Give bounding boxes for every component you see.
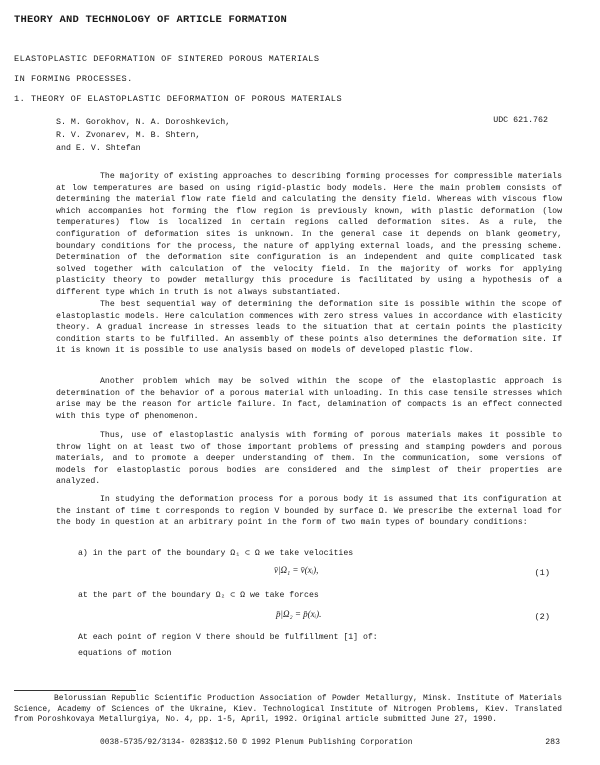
equation-1-number: (1) bbox=[534, 568, 550, 578]
equations-of-motion-label: equations of motion bbox=[78, 649, 172, 658]
equation-2: p̄|Ω₂ = p̄(xᵢ). bbox=[276, 609, 322, 619]
author-list bbox=[56, 116, 230, 155]
footnote: Belorussian Republic Scientific Production Association of Powder Metallurgy, Minsk. Institute of Materials Science, Academy of Sciences of the Ukraine, Kiev. Technological Institute of Nitrogen Problems, Kiev. Translated from Poroshkovaya Metallurgiya, No. 4, pp. 1-5, April, 1992. Original article submitted June 27, 1990. bbox=[14, 694, 562, 725]
author-line: and E. V. Shtefan bbox=[56, 144, 141, 153]
page-number: 283 bbox=[545, 738, 560, 747]
section-heading: THEORY AND TECHNOLOGY OF ARTICLE FORMATION bbox=[14, 14, 288, 26]
author-line: S. M. Gorokhov, N. A. Doroshkevich, bbox=[56, 118, 231, 127]
paragraph-2: The best sequential way of determining the deformation site is possible within the scope of elastoplastic models. Here calculation commences with zero stress values in accordance with elasticity theory. A gradual increase in stresses leads to the situation that at certain points the plasticity condition starts to be fulfilled. An assembly of these points also determines the deformation site. If it is known it is possible to use analysis based on models of developed plastic flow. bbox=[56, 300, 562, 356]
author-line: R. V. Zvonarev, M. B. Shtern, bbox=[56, 131, 201, 140]
equation-2-number: (2) bbox=[534, 612, 550, 622]
article-title-line-3: 1. THEORY OF ELASTOPLASTIC DEFORMATION OF POROUS MATERIALS bbox=[14, 94, 343, 104]
udc-code: UDC 621.762 bbox=[493, 116, 548, 125]
equation-1: v̄|Ω₁ = v̄(xᵢ), bbox=[274, 565, 319, 575]
paragraph-4: Thus, use of elastoplastic analysis with forming of porous materials makes it possible to throw light on at least two of those important problems of pressing and stamping powders and porous materials, and to promote a deeper understanding of them. In the communication, some versions of models for elastoplastic porous bodies are considered and the simplest of their properties are analyzed. bbox=[56, 431, 562, 487]
paragraph-5: In studying the deformation process for a porous body it is assumed that its configuration at the instant of time t corresponds to region V bounded by surface Ω. We prescribe the external load for the body in question at an arbitrary point in the form of two main types of boundary conditions: bbox=[56, 495, 562, 528]
paragraph-3: Another problem which may be solved within the scope of the elastoplastic approach is determination of the behavior of a porous material with unloading. In this case tensile stresses which arise may be the reason for article failure. In fact, delamination of compacts is an effect connected with this type of phenomenon. bbox=[56, 377, 562, 421]
boundary-condition-forces: at the part of the boundary Ω₂ ⊂ Ω we take forces bbox=[78, 591, 319, 600]
region-condition: At each point of region V there should be fulfillment [1] of: bbox=[78, 633, 378, 642]
article-title-line-2: IN FORMING PROCESSES. bbox=[14, 74, 133, 84]
boundary-condition-velocities: a) in the part of the boundary Ω₁ ⊂ Ω we take velocities bbox=[78, 549, 354, 558]
paragraph-1: The majority of existing approaches to describing forming processes for compressible materials at low temperatures are based on using rigid-plastic body models. Here the main problem consists of determining the material flow rate field and calculating the density field. Whereas with viscous flow which accompanies hot forming the flow region is previously known, with plastic deformation (low temperatures) flow is localized in certain regions called deformation sites. As a rule, the configuration of deformation sites is unknown. In the general case it depends on blank geometry, boundary conditions for the process, the nature of applying external loads, and the pressing scheme. Determination of the deformation site configuration is an independent and quite complicated task solved together with calculation of the velocity field. In the majority of works for applying plasticity theory to powder metallurgy this procedure is facilitated by using a hypothesis of a different type which in truth is not always substantiated. bbox=[56, 172, 562, 297]
article-title-line-1: ELASTOPLASTIC DEFORMATION OF SINTERED POROUS MATERIALS bbox=[14, 54, 320, 64]
footnote-divider bbox=[14, 690, 136, 691]
publication-code: 0038-5735/92/3134- 0283$12.50 © 1992 Plenum Publishing Corporation bbox=[100, 738, 413, 747]
